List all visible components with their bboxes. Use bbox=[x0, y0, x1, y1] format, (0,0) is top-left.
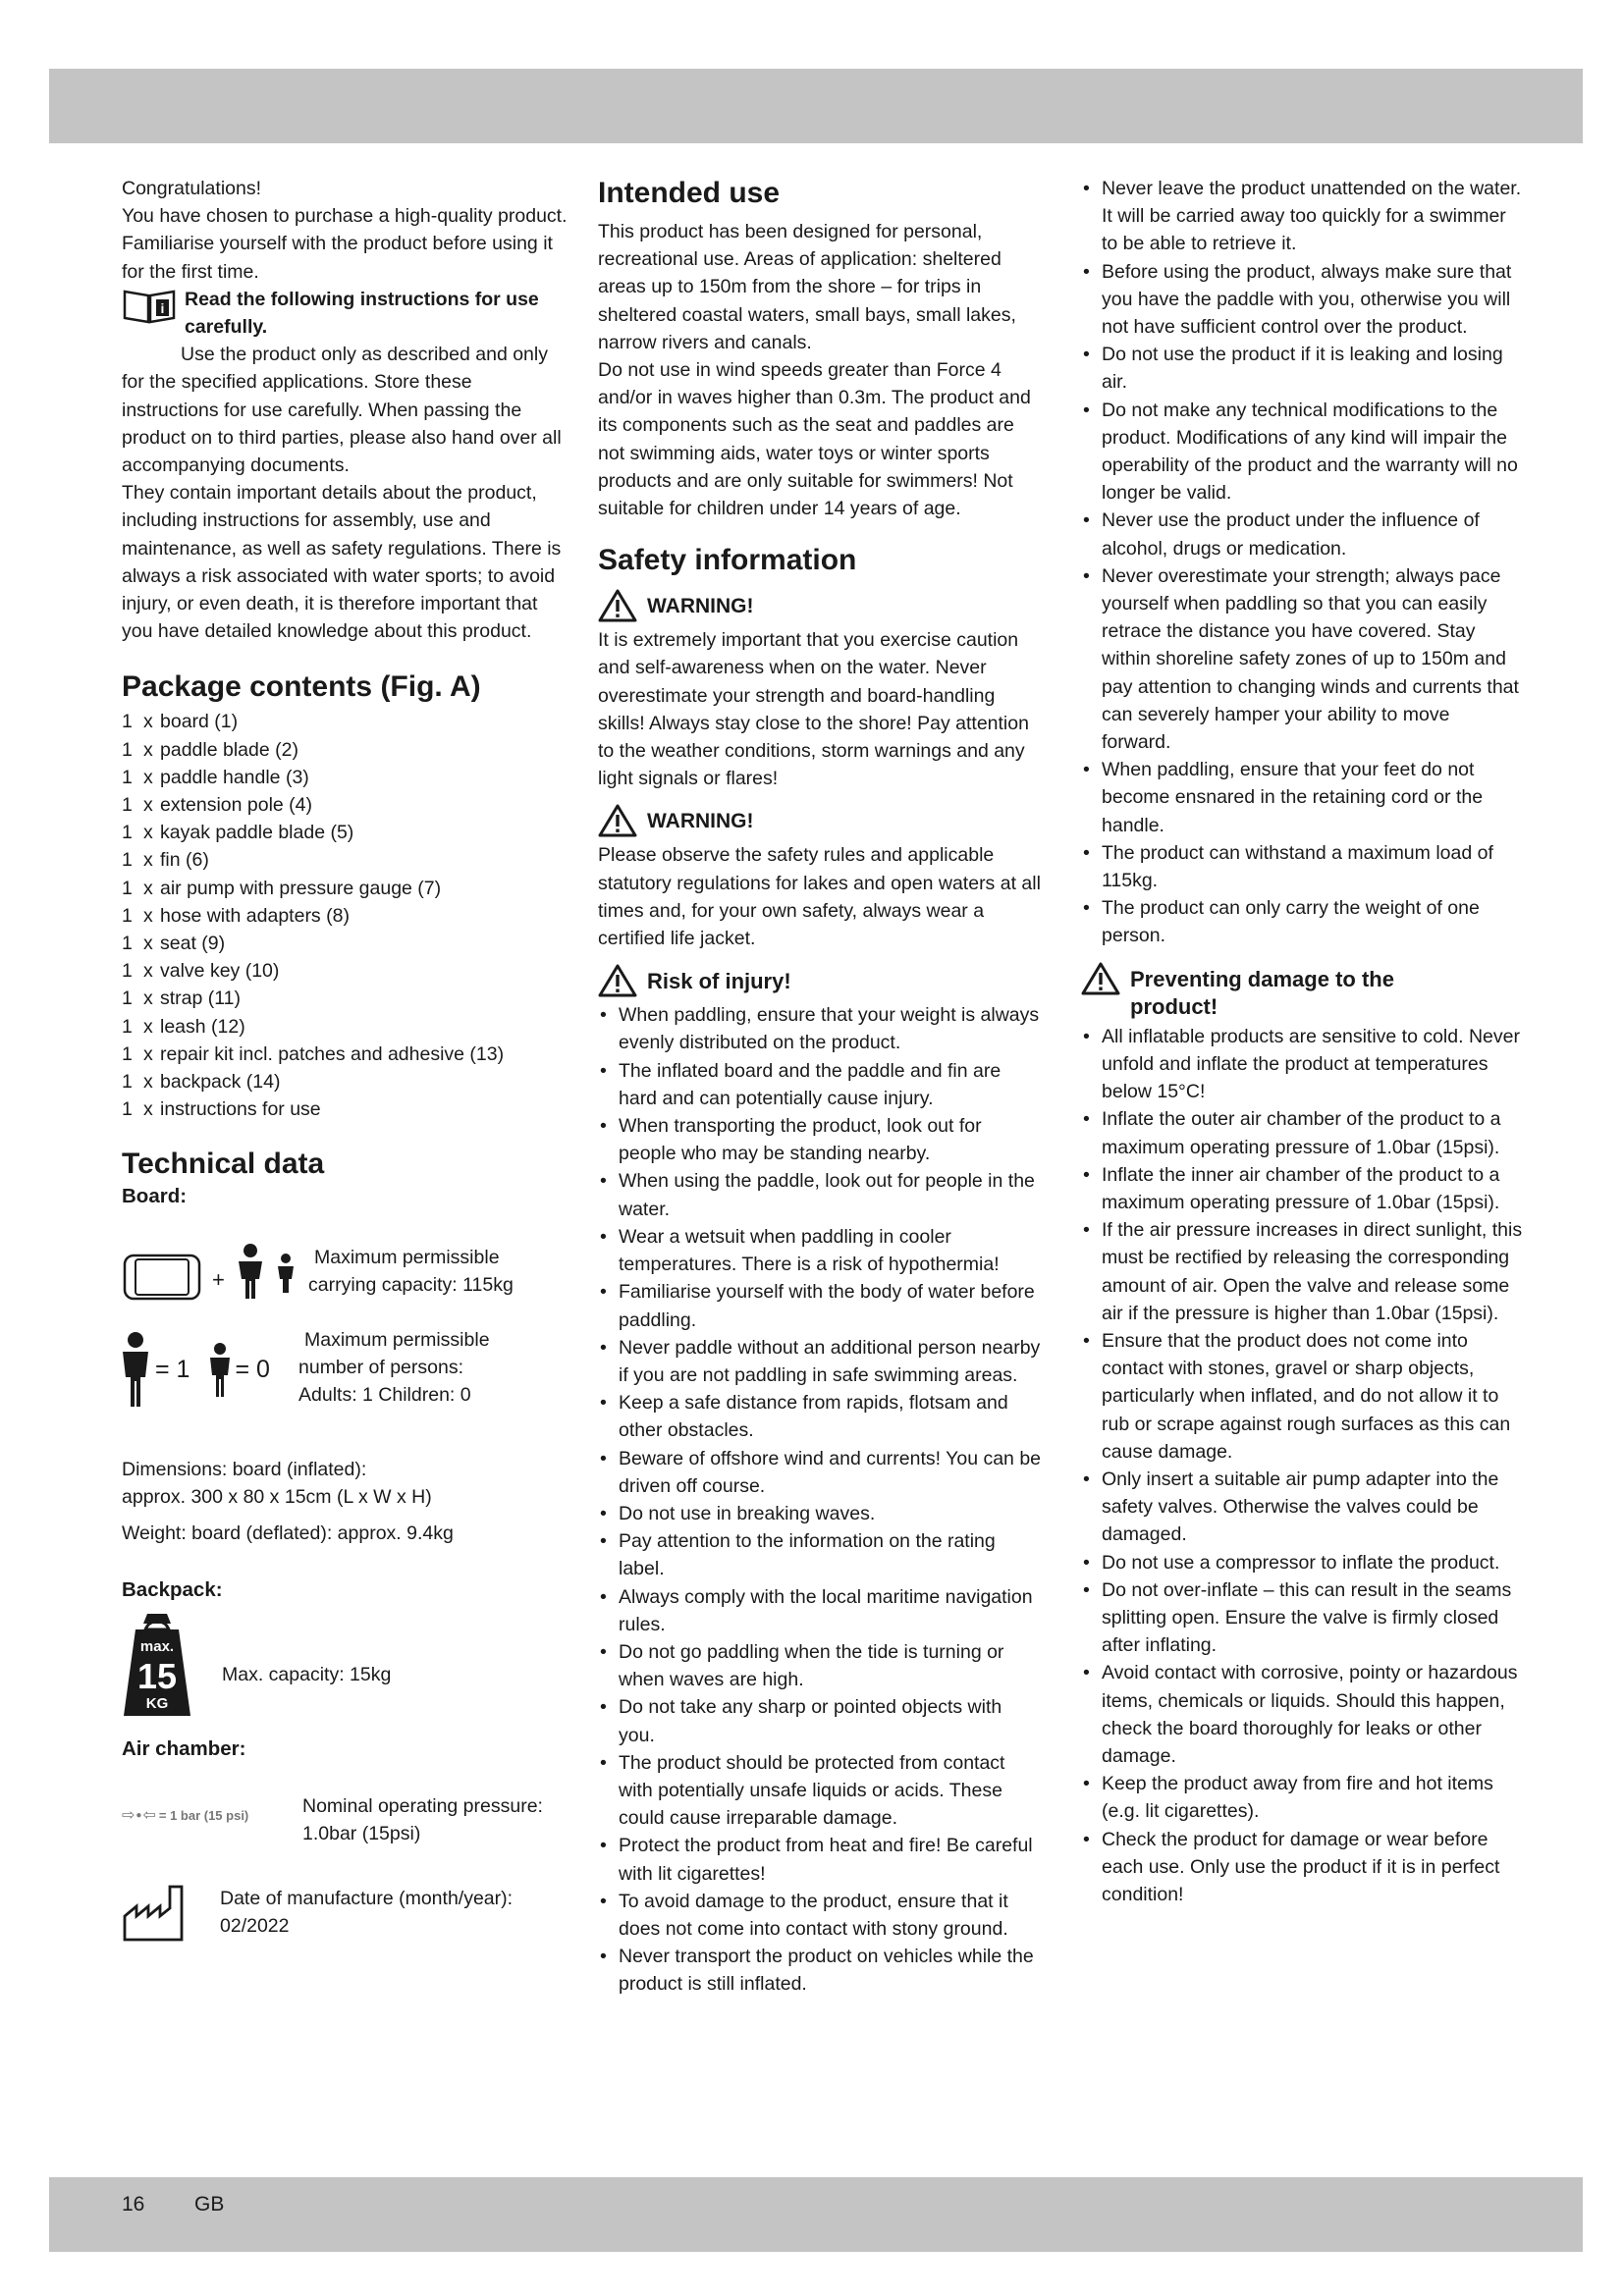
list-item: • Wear a wetsuit when paddling in cooler temperatures. There is a risk of hypothermia! bbox=[598, 1223, 1042, 1278]
list-item: • Never transport the product on vehicles while the product is still inflated. bbox=[598, 1943, 1042, 1998]
persons-line-3: Adults: 1 Children: 0 bbox=[298, 1383, 471, 1406]
list-item: • The product can withstand a maximum load of 115kg. bbox=[1081, 839, 1523, 894]
dimensions-line-2: approx. 300 x 80 x 15cm (L x W x H) bbox=[122, 1486, 432, 1509]
warning-icon bbox=[598, 964, 637, 997]
list-item: • Never use the product under the influence of alcohol, drugs or medication. bbox=[1081, 507, 1523, 561]
list-item: • Beware of offshore wind and currents! You can be driven off course. bbox=[598, 1445, 1042, 1500]
list-item: • When paddling, ensure that your weight is always evenly distributed on the product. bbox=[598, 1001, 1042, 1056]
list-item: • If the air pressure increases in direct sunlight, this must be rectified by releasing the corresponding amount of air. Open the valve and release some air if the pressure is higher than 1.0bar (15psi). bbox=[1081, 1216, 1523, 1327]
list-item: • Inflate the inner air chamber of the product to a maximum operating pressure of 1.0bar (15psi). bbox=[1081, 1161, 1523, 1216]
list-item: • The inflated board and the paddle and fin are hard and can potentially cause injury. bbox=[598, 1057, 1042, 1112]
manufacture-line-1: Date of manufacture (month/year): bbox=[220, 1888, 514, 1910]
column-3 bbox=[1081, 175, 1523, 1908]
list-item: • Always comply with the local maritime navigation rules. bbox=[598, 1583, 1042, 1638]
list-item: • Never overestimate your strength; always pace yourself when paddling so that you can easily retrace the distance you have covered. Stay within shoreline safety zones of up to 150m and pay attention to changing winds and currents that can severely hamper your ability to move forward. bbox=[1081, 562, 1523, 756]
list-item: • When using the paddle, look out for people in the water. bbox=[598, 1167, 1042, 1222]
adult-equals: = 1 bbox=[155, 1356, 190, 1384]
board-label: Board: bbox=[122, 1184, 188, 1207]
warning-icon bbox=[1081, 962, 1120, 995]
list-item: • Only insert a suitable air pump adapter into the safety valves. Otherwise the valves could be damaged. bbox=[1081, 1466, 1523, 1549]
warning-icon bbox=[598, 589, 637, 622]
warning-2-text: Please observe the safety rules and applicable statutory regulations for lakes and open waters at all times and, for your own safety, always wear a certified life jacket. bbox=[598, 844, 1041, 950]
intro-paragraph-2: Use the product only as described and only for the specified applications. Store these instructions for use carefully. When passing the product on to third parties, please also hand over all accompanying documents. bbox=[122, 344, 562, 477]
svg-text:i: i bbox=[160, 299, 165, 316]
header-bar bbox=[49, 69, 1583, 143]
list-item: • Protect the product from heat and fire! Be careful with lit cigarettes! bbox=[598, 1832, 1042, 1887]
warning-1-text: It is extremely important that you exercise caution and self-awareness when on the water. Never overestimate your strength and board-handling skills! Always stay close to the shore! Pay attention to the weather conditions, storm warnings and any light signals or flares! bbox=[598, 629, 1029, 790]
factory-icon bbox=[122, 1883, 190, 1944]
manual-info-icon bbox=[122, 286, 177, 325]
list-item: • Do not use in breaking waves. bbox=[598, 1500, 1042, 1527]
persons-line-1: Maximum permissible bbox=[304, 1328, 490, 1351]
language-code: GB bbox=[194, 2193, 225, 2216]
pressure-line-2: 1.0bar (15psi) bbox=[302, 1822, 421, 1844]
list-item: 1 x valve key (10) bbox=[122, 960, 280, 983]
page-number: 16 bbox=[122, 2193, 145, 2216]
read-instructions-note bbox=[122, 286, 573, 341]
list-item: • When transporting the product, look out for people who may be standing nearby. bbox=[598, 1112, 1042, 1167]
column-2 bbox=[598, 175, 1042, 1999]
technical-data-title: Technical data bbox=[122, 1147, 325, 1180]
warning-1-heading: WARNING! bbox=[598, 589, 1042, 622]
board-plus-persons-icon bbox=[122, 1242, 302, 1303]
read-note-text: Read the following instructions for use carefully. bbox=[185, 288, 539, 339]
max-weight-icon bbox=[122, 1610, 192, 1722]
list-item: • Never leave the product unattended on the water. It will be carried away too quickly for a swimmer to be able to retrieve it. bbox=[1081, 175, 1523, 258]
svg-text:15: 15 bbox=[136, 1655, 178, 1696]
list-item: • Familiarise yourself with the body of water before paddling. bbox=[598, 1278, 1042, 1333]
list-item: 1 x board (1) bbox=[122, 711, 239, 733]
intended-use-paragraph-2: Do not use in wind speeds greater than Force 4 and/or in waves higher than 0.3m. The product and its components such as the seat and paddles are not swimming aids, water toys or winter sports products and are only suitable for swimmers! Not suitable for children under 14 years of age. bbox=[598, 359, 1031, 520]
list-item: 1 x repair kit incl. patches and adhesive (13) bbox=[122, 1042, 505, 1065]
safety-information-title: Safety information bbox=[598, 544, 857, 577]
list-item: • Inflate the outer air chamber of the product to a maximum operating pressure of 1.0bar (15psi). bbox=[1081, 1105, 1523, 1160]
list-item: • Do not use a compressor to inflate the product. bbox=[1081, 1549, 1523, 1576]
carry-capacity-line-1: Maximum permissible bbox=[314, 1246, 500, 1268]
backpack-row bbox=[122, 1610, 573, 1722]
pressure-row bbox=[122, 1792, 573, 1847]
carry-capacity-row bbox=[122, 1242, 573, 1303]
intended-use-paragraph-1: This product has been designed for personal, recreational use. Areas of application: sheltered areas up to 150m from the shore – for trips in sheltered coastal waters, small bays, small lakes, narrow rivers and canals. bbox=[598, 221, 1016, 353]
air-chamber-label: Air chamber: bbox=[122, 1736, 246, 1760]
column-1 bbox=[122, 175, 573, 1944]
list-item: • Ensure that the product does not come into contact with stones, gravel or sharp objects, particularly when inflated, and do not allow it to rub or scrape against rough surfaces as this can cause damage. bbox=[1081, 1327, 1523, 1466]
backpack-label: Backpack: bbox=[122, 1577, 223, 1601]
list-item: • Do not take any sharp or pointed objects with you. bbox=[598, 1693, 1042, 1748]
list-item: 1 x extension pole (4) bbox=[122, 794, 313, 817]
intro-line-2: You have chosen to purchase a high-quality product. Familiarise yourself with the product before using it for the first time. bbox=[122, 205, 568, 283]
list-item: • Before using the product, always make sure that you have the paddle with you, otherwise you will not have sufficient control over the product. bbox=[1081, 258, 1523, 342]
child-person-icon bbox=[209, 1343, 231, 1398]
list-item: 1 x air pump with pressure gauge (7) bbox=[122, 877, 442, 899]
persons-row bbox=[122, 1326, 573, 1410]
svg-text:max.: max. bbox=[139, 1637, 175, 1655]
package-contents-title: Package contents (Fig. A) bbox=[122, 670, 481, 704]
manufacture-line-2: 02/2022 bbox=[220, 1915, 290, 1938]
list-item: 1 x paddle blade (2) bbox=[122, 738, 298, 761]
intro-line-1: Congratulations! bbox=[122, 178, 262, 199]
list-item: 1 x instructions for use bbox=[122, 1098, 321, 1121]
child-equals: = 0 bbox=[235, 1356, 270, 1384]
list-item: 1 x fin (6) bbox=[122, 849, 209, 872]
dimensions-line-1: Dimensions: board (inflated): bbox=[122, 1459, 367, 1481]
risk-of-injury-heading: Risk of injury! bbox=[598, 964, 1042, 997]
list-item: 1 x seat (9) bbox=[122, 933, 226, 955]
svg-text:KG: KG bbox=[145, 1694, 169, 1712]
list-item: • Check the product for damage or wear before each use. Only use the product if it is in perfect condition! bbox=[1081, 1826, 1523, 1909]
list-item: • Do not use the product if it is leaking and losing air. bbox=[1081, 341, 1523, 396]
backpack-capacity: Max. capacity: 15kg bbox=[222, 1663, 392, 1685]
list-item: 1 x paddle handle (3) bbox=[122, 766, 309, 788]
svg-text:+: + bbox=[212, 1266, 225, 1292]
adult-person-icon bbox=[122, 1332, 149, 1409]
list-item: • The product should be protected from contact with potentially unsafe liquids or acids. These could cause irreparable damage. bbox=[598, 1749, 1042, 1833]
list-item: 1 x leash (12) bbox=[122, 1015, 245, 1038]
list-item: • Pay attention to the information on the rating label. bbox=[598, 1527, 1042, 1582]
preventing-damage-list bbox=[1081, 1023, 1523, 1909]
manufacture-row bbox=[122, 1883, 573, 1944]
list-item: • Avoid contact with corrosive, pointy or hazardous items, chemicals or liquids. Should this happen, check the board thoroughly for leaks or other damage. bbox=[1081, 1659, 1523, 1770]
preventing-damage-heading: Preventing damage to the product! bbox=[1081, 962, 1523, 1021]
intended-use-title: Intended use bbox=[598, 177, 781, 209]
warning-icon bbox=[598, 804, 637, 837]
package-contents-list bbox=[122, 708, 573, 1123]
pressure-icon: ⇨ ● ⇦ = 1 bar (15 psi) bbox=[122, 1806, 249, 1824]
list-item: • Keep a safe distance from rapids, flotsam and other obstacles. bbox=[598, 1389, 1042, 1444]
list-item: 1 x kayak paddle blade (5) bbox=[122, 822, 354, 844]
list-item: • Keep the product away from fire and hot items (e.g. lit cigarettes). bbox=[1081, 1770, 1523, 1825]
list-item: 1 x strap (11) bbox=[122, 988, 241, 1010]
list-item: • Never paddle without an additional person nearby if you are not paddling in safe swimming areas. bbox=[598, 1334, 1042, 1389]
warning-2-heading: WARNING! bbox=[598, 804, 1042, 837]
list-item: • All inflatable products are sensitive to cold. Never unfold and inflate the product at temperatures below 15°C! bbox=[1081, 1023, 1523, 1106]
risk-of-injury-list bbox=[598, 1001, 1042, 1998]
list-item: • Do not make any technical modifications to the product. Modifications of any kind will impair the operability of the product and the warranty will no longer be valid. bbox=[1081, 397, 1523, 507]
list-item: 1 x backpack (14) bbox=[122, 1071, 281, 1094]
persons-line-2: number of persons: bbox=[298, 1356, 464, 1378]
list-item: • When paddling, ensure that your feet do not become ensnared in the retaining cord or the handle. bbox=[1081, 756, 1523, 839]
list-item: • Do not go paddling when the tide is turning or when waves are high. bbox=[598, 1638, 1042, 1693]
list-item: • The product can only carry the weight of one person. bbox=[1081, 894, 1523, 949]
list-item: • To avoid damage to the product, ensure that it does not come into contact with stony ground. bbox=[598, 1888, 1042, 1943]
carry-capacity-line-2: carrying capacity: 115kg bbox=[308, 1273, 514, 1296]
safety-list-continued bbox=[1081, 175, 1523, 950]
list-item: • Do not over-inflate – this can result in the seams splitting open. Ensure the valve is firmly closed after inflating. bbox=[1081, 1576, 1523, 1660]
list-item: 1 x hose with adapters (8) bbox=[122, 904, 350, 927]
footer-bar bbox=[49, 2177, 1583, 2252]
weight-line: Weight: board (deflated): approx. 9.4kg bbox=[122, 1522, 454, 1544]
intro-paragraph-3: They contain important details about the product, including instructions for assembly, use and maintenance, as well as safety regulations. There is always a risk associated with water sports; to avoid injury, or even death, it is therefore important that you have detailed knowledge about this product. bbox=[122, 482, 562, 643]
pressure-line-1: Nominal operating pressure: bbox=[302, 1794, 543, 1817]
